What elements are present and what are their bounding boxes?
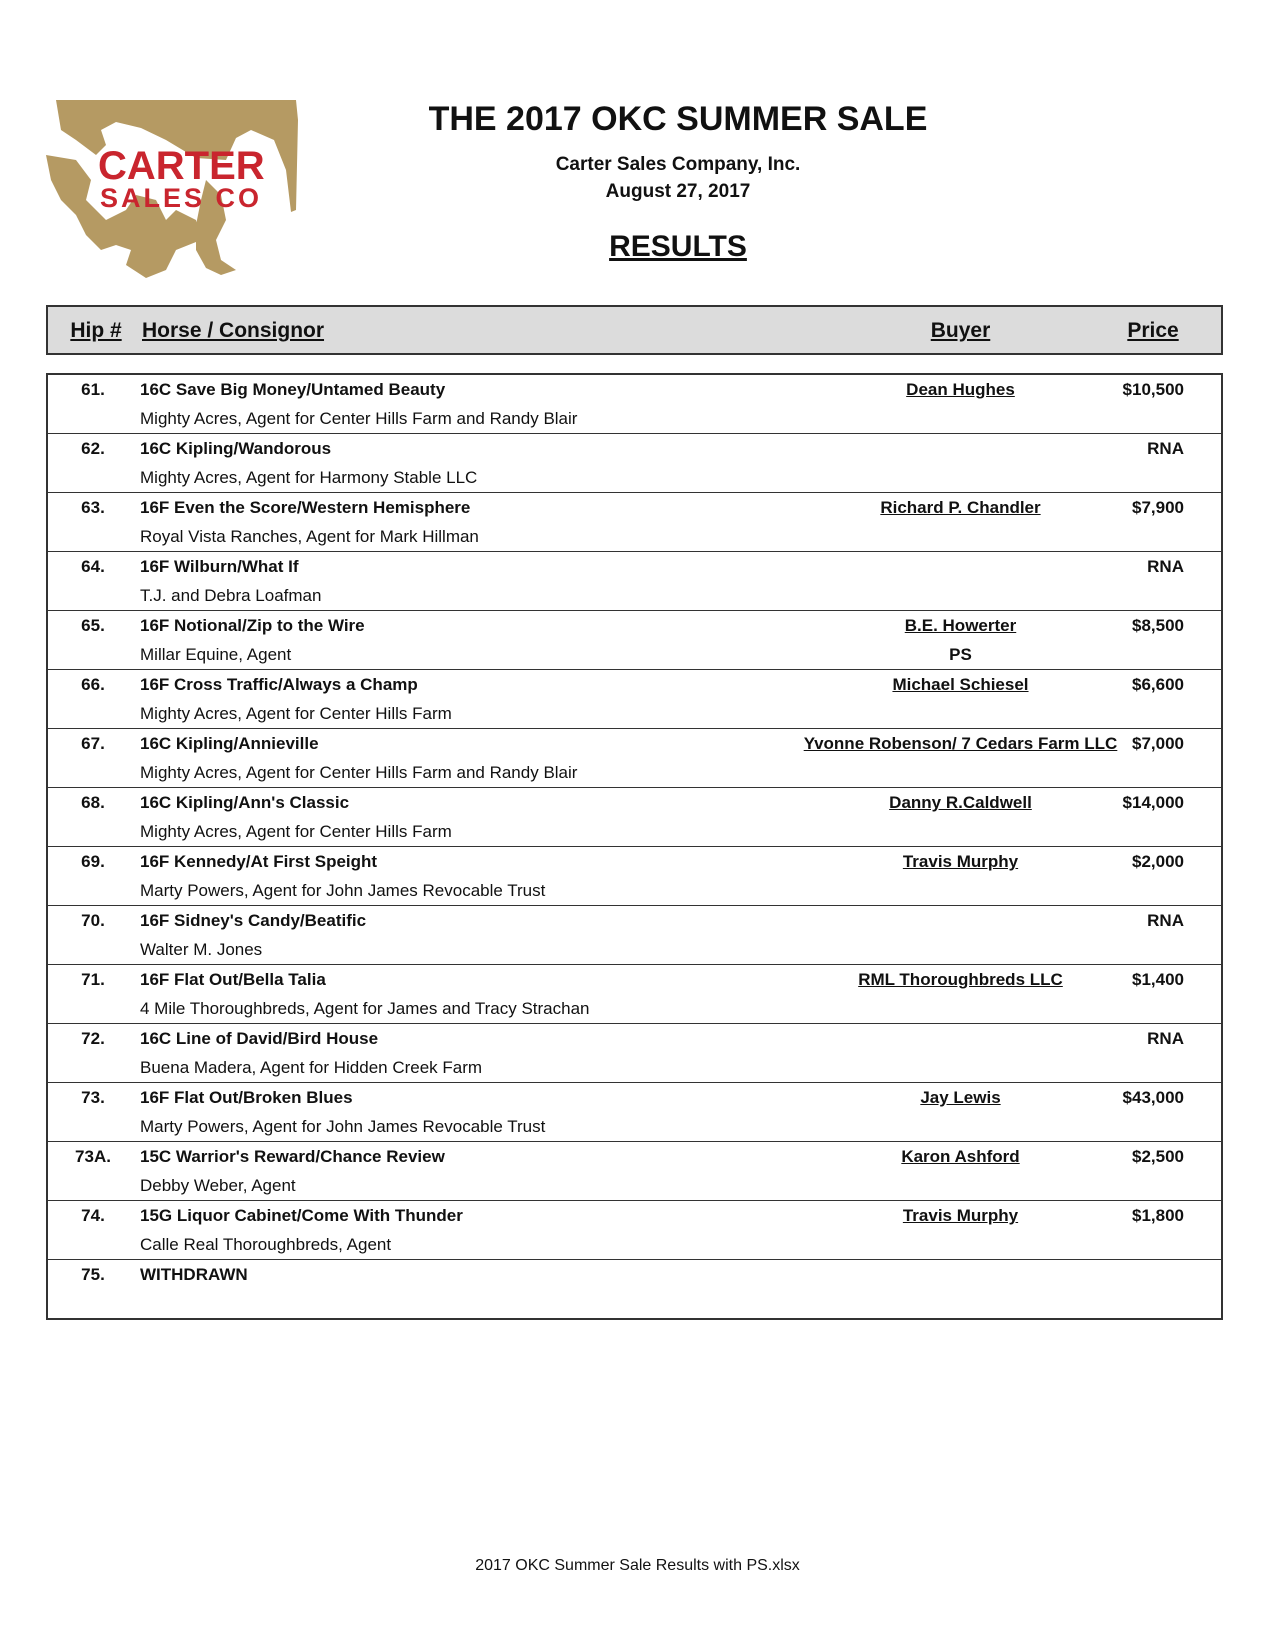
hip-number: 64. [81,557,105,576]
hip-number: 61. [81,380,105,399]
horse-name: 16F Cross Traffic/Always a Champ [140,675,418,694]
consignor: Mighty Acres, Agent for Center Hills Farm [140,822,452,841]
buyer: Karon Ashford [901,1147,1020,1166]
horse-name: 16C Line of David/Bird House [140,1029,379,1048]
table-row [48,493,1221,552]
price: $7,900 [1132,498,1184,517]
horse-name: 16F Sidney's Candy/Beatific [140,911,367,930]
buyer: Travis Murphy [902,1206,1019,1225]
sale-date: August 27, 2017 [605,181,751,202]
horse-name: 16F Flat Out/Broken Blues [140,1088,353,1107]
consignor: Mighty Acres, Agent for Center Hills Farm and Randy Blair [140,763,578,782]
consignor: Debby Weber, Agent [140,1176,296,1195]
consignor: Buena Madera, Agent for Hidden Creek Farm [140,1058,483,1077]
price: RNA [1147,911,1184,930]
consignor: 4 Mile Thoroughbreds, Agent for James and Tracy Strachan [140,999,590,1018]
consignor: Royal Vista Ranches, Agent for Mark Hillman [140,527,479,546]
consignor: Marty Powers, Agent for John James Revocable Trust [140,881,546,900]
table-row [48,670,1221,729]
horse-name: 16C Kipling/Annieville [140,734,319,753]
table-row [48,1142,1221,1201]
column-header-bar [46,305,1223,355]
consignor: Millar Equine, Agent [140,645,292,664]
table-row [48,375,1221,434]
hip-number: 65. [81,616,105,635]
buyer: Danny R.Caldwell [889,793,1032,812]
table-row [48,434,1221,493]
price: RNA [1147,439,1184,458]
consignor: T.J. and Debra Loafman [140,586,322,605]
buyer-note: PS [949,645,972,664]
consignor: Mighty Acres, Agent for Center Hills Farm and Randy Blair [140,409,578,428]
buyer: RML Thoroughbreds LLC [858,970,1063,989]
buyer: Richard P. Chandler [880,498,1041,517]
hip-number: 73A. [75,1147,111,1166]
horse-name: 16F Flat Out/Bella Talia [140,970,326,989]
horse-name: 16F Notional/Zip to the Wire [140,616,365,635]
horse-name: 16C Kipling/Ann's Classic [140,793,350,812]
price: RNA [1147,1029,1184,1048]
hip-number: 62. [81,439,105,458]
price: $6,600 [1132,675,1184,694]
consignor: Walter M. Jones [140,940,263,959]
hip-number: 72. [81,1029,105,1048]
table-row [48,906,1221,965]
col-price-header: Price [1127,319,1179,342]
col-buyer-header: Buyer [930,319,991,342]
footer-filename: 2017 OKC Summer Sale Results with PS.xlsx [475,1557,800,1574]
price: $7,000 [1132,734,1184,753]
carter-sales-logo [46,100,311,278]
price: $2,500 [1132,1147,1184,1166]
price: $10,500 [1122,380,1184,399]
price: $14,000 [1122,793,1184,812]
price: RNA [1147,557,1184,576]
hip-number: 75. [81,1265,105,1284]
col-hip-header: Hip # [70,319,122,342]
sale-title: THE 2017 OKC SUMMER SALE [428,100,928,138]
hip-number: 68. [81,793,105,812]
buyer: Dean Hughes [906,380,1015,399]
table-row [48,1024,1221,1083]
table-row [48,552,1221,611]
horse-name: 15C Warrior's Reward/Chance Review [140,1147,445,1166]
price: $43,000 [1122,1088,1184,1107]
hip-number: 66. [81,675,105,694]
table-row [48,788,1221,847]
consignor: Marty Powers, Agent for John James Revocable Trust [140,1117,546,1136]
company-name: Carter Sales Company, Inc. [555,154,801,175]
hip-number: 67. [81,734,105,753]
hip-number: 69. [81,852,105,871]
hip-number: 70. [81,911,105,930]
hip-number: 71. [81,970,105,989]
consignor: Mighty Acres, Agent for Harmony Stable LLC [140,468,478,487]
hip-number: 74. [81,1206,105,1225]
col-horse-header: Horse / Consignor [142,319,325,342]
table-row [48,729,1221,788]
horse-name: 15G Liquor Cabinet/Come With Thunder [140,1206,463,1225]
consignor: Calle Real Thoroughbreds, Agent [140,1235,392,1254]
table-row [48,1201,1221,1260]
results-table [46,373,1223,1320]
horse-name: 16F Wilburn/What If [140,557,299,576]
hip-number: 73. [81,1088,105,1107]
buyer: Jay Lewis [920,1088,1001,1107]
table-row [48,1083,1221,1142]
table-row [48,611,1221,670]
horse-name: 16C Kipling/Wandorous [140,439,332,458]
results-heading: RESULTS [609,230,747,263]
price: $8,500 [1132,616,1184,635]
price: $1,400 [1132,970,1184,989]
table-row [48,847,1221,906]
consignor: Mighty Acres, Agent for Center Hills Farm [140,704,452,723]
logo-sales-co-text: SALES CO [100,183,263,213]
buyer: Travis Murphy [902,852,1019,871]
table-row [48,965,1221,1024]
price: $2,000 [1132,852,1184,871]
horse-name: WITHDRAWN [140,1265,248,1284]
horse-name: 16C Save Big Money/Untamed Beauty [140,380,446,399]
horse-name: 16F Kennedy/At First Speight [140,852,378,871]
buyer: Yvonne Robenson/ 7 Cedars Farm LLC [803,734,1118,753]
buyer: Michael Schiesel [892,675,1029,694]
hip-number: 63. [81,498,105,517]
logo-carter-text: CARTER [98,144,265,188]
price: $1,800 [1132,1206,1184,1225]
buyer: B.E. Howerter [904,616,1017,635]
table-row [48,1260,1221,1318]
horse-name: 16F Even the Score/Western Hemisphere [140,498,471,517]
